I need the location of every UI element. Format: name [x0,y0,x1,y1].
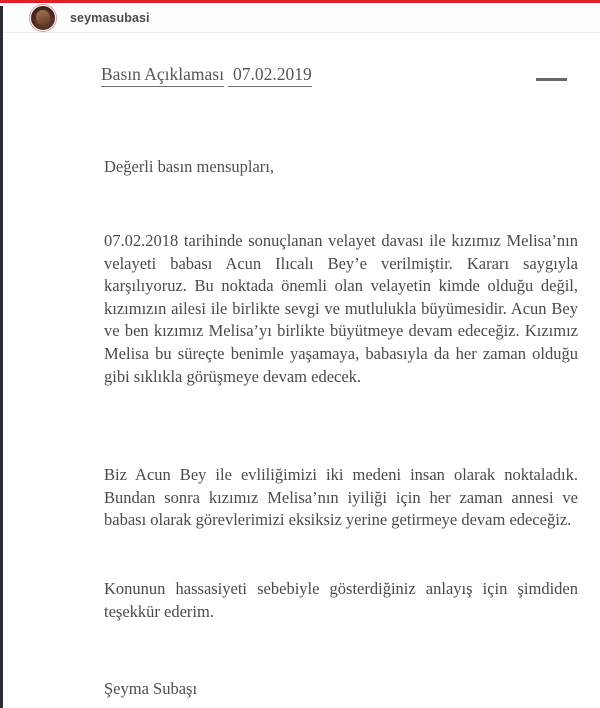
document-heading [101,61,312,87]
document-paragraph: 07.02.2018 tarihinde sonuçlanan velayet davası ile kızımız Melisa’nın velayeti babası Acun Ilıcalı Bey’e verilmiştir. Kararı saygıyla karşılıyoruz. Bu noktada önemli olan velayetin kimde olduğu değil, kızımızın ailesi ile birlikte sevgi ve mutlulukla büyümesidir. Acun Bey ve ben kızımız Melisa’yı birlikte büyütmeye devam edeceğiz. Kızımız Melisa bu süreçte benimle yaşamaya, babasıyla da her zaman olduğu gibi sıklıkla görüşmeye devam edecek. [104,231,578,386]
avatar[interactable] [29,4,57,32]
page-title: Basın Açıklaması [101,63,224,87]
document-paragraph: Konunun hassasiyeti sebebiyle gösterdiğiniz anlayış için şimdiden teşekkür ederim. [104,579,578,621]
signature-name: Şeyma Subaşı [104,679,198,698]
salutation-line: Değerli basın mensupları, [104,157,274,176]
document-image [3,34,600,708]
document-paragraph: Biz Acun Bey ile evliliğimizi iki medeni insan olarak noktaladık. Bundan sonra kızımız Melisa’nın iyiliği için her zaman annesi ve babası olarak görevlerimizi eksiksiz yerine getirmeye devam edeceğiz. [104,465,578,530]
username-label[interactable]: seymasubasi [70,10,150,25]
post-header [3,3,600,33]
document-date: 07.02.2019 [228,63,312,87]
avatar-image [30,5,56,31]
header-dash-mark [536,78,567,81]
